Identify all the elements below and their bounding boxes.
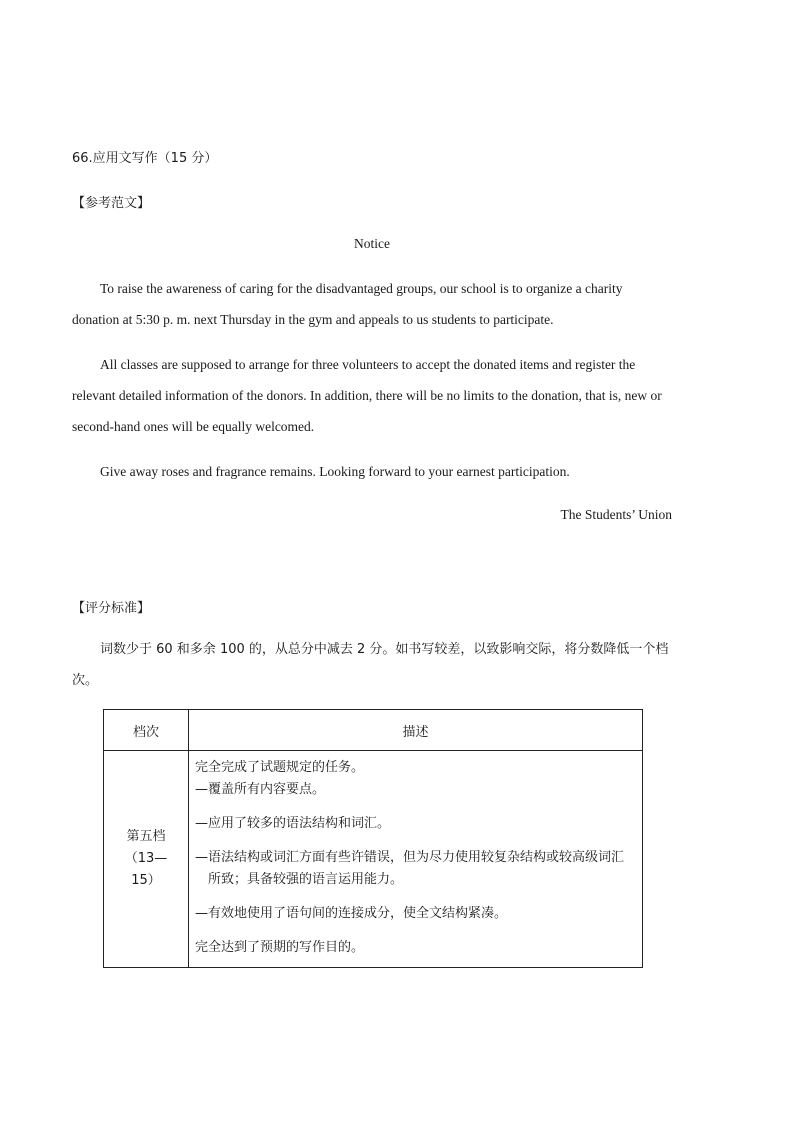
scoring-rule: 词数少于 60 和多余 100 的，从总分中减去 2 分。如书写较差，以致影响交际，将分数降低一个档次。 <box>72 642 669 688</box>
scoring-label: 【评分标准】 <box>72 601 151 616</box>
header-level: 档次 <box>104 710 189 751</box>
essay-paragraph-3: Give away roses and fragrance remains. Looking forward to your earnest participation. <box>100 464 570 479</box>
essay-signature: The Students’ Union <box>560 507 672 522</box>
grading-table <box>103 709 643 968</box>
essay-paragraph-2: All classes are supposed to arrange for three volunteers to accept the donated items and register the relevant detailed information of the donors. In addition, there will be no limits to the donation, that is, new or second-hand ones will be equally welcomed. <box>72 357 662 434</box>
level-name: 第五档 <box>126 829 166 844</box>
essay-title: Notice <box>354 236 390 251</box>
description-line: —覆盖所有内容要点。 <box>195 782 326 797</box>
description-line: 完全完成了试题规定的任务。 <box>195 760 365 775</box>
table-row <box>104 751 643 968</box>
description-cell <box>189 751 643 968</box>
description-line: —有效地使用了语句间的连接成分，使全文结构紧凑。 <box>195 906 508 921</box>
level-range-end: 15） <box>131 873 161 888</box>
level-cell <box>104 751 189 968</box>
description-line: —应用了较多的语法结构和词汇。 <box>195 816 391 831</box>
reference-label: 【参考范文】 <box>72 196 151 211</box>
description-line: —语法结构或词汇方面有些许错误，但为尽力使用较复杂结构或较高级词汇所致；具备较强的语言运用能力。 <box>195 850 625 887</box>
description-line: 完全达到了预期的写作目的。 <box>195 940 365 955</box>
header-description: 描述 <box>189 710 643 751</box>
table-header-row <box>104 710 643 751</box>
question-heading: 66.应用文写作（15 分） <box>72 151 218 166</box>
level-range-start: （13— <box>124 851 168 866</box>
essay-paragraph-1: To raise the awareness of caring for the disadvantaged groups, our school is to organize a charity donation at 5:30 p. m. next Thursday in the gym and appeals to us students to participate. <box>72 281 623 327</box>
